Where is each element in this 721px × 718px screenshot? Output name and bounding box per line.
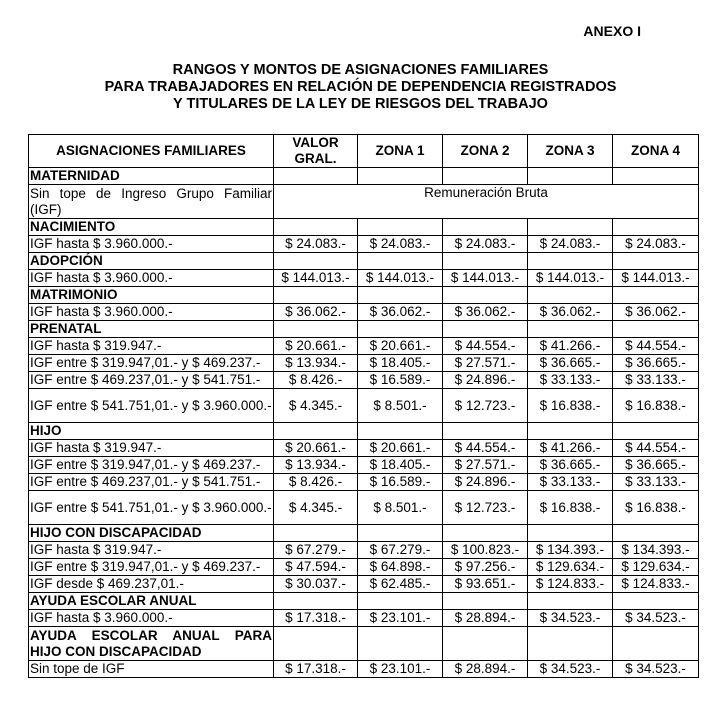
empty-cell (358, 321, 443, 338)
empty-cell (274, 423, 358, 440)
row-label: IGF hasta $ 3.960.000.- (29, 304, 274, 321)
value-zona-1: $ 67.279.- (358, 542, 443, 559)
value-zona-3: $ 41.266.- (528, 338, 613, 355)
value-zona-3: $ 41.266.- (528, 440, 613, 457)
row-label: IGF entre $ 541.751,01.- y $ 3.960.000.- (29, 491, 274, 525)
value-zona-1: $ 23.101.- (358, 661, 443, 678)
value-zona-4: $ 134.393.- (613, 542, 699, 559)
section-row (29, 253, 699, 270)
table-body (29, 168, 699, 678)
value-zona-1: $ 16.589.- (358, 372, 443, 389)
table-row (29, 661, 699, 678)
value-zona-4: $ 16.838.- (613, 389, 699, 423)
value-zona-1: $ 18.405.- (358, 355, 443, 372)
value-zona-4: $ 36.062.- (613, 304, 699, 321)
empty-cell (274, 168, 358, 185)
empty-cell (613, 627, 699, 661)
value-valor-gral: $ 30.037.- (274, 576, 358, 593)
section-heading: MATRIMONIO (29, 287, 274, 304)
value-valor-gral: $ 8.426.- (274, 474, 358, 491)
value-zona-4: $ 24.083.- (613, 236, 699, 253)
row-label: IGF entre $ 541.751,01.- y $ 3.960.000.- (29, 389, 274, 423)
value-zona-3: $ 34.523.- (528, 610, 613, 627)
empty-cell (358, 287, 443, 304)
value-zona-3: $ 144.013.- (528, 270, 613, 287)
empty-cell (613, 219, 699, 236)
value-zona-4: $ 34.523.- (613, 610, 699, 627)
empty-cell (528, 423, 613, 440)
value-zona-3: $ 33.133.- (528, 474, 613, 491)
value-zona-2: $ 100.823.- (443, 542, 528, 559)
value-valor-gral: $ 17.318.- (274, 610, 358, 627)
table-row (29, 474, 699, 491)
empty-cell (613, 423, 699, 440)
header-zona-2: ZONA 2 (443, 135, 528, 168)
value-zona-4: $ 124.833.- (613, 576, 699, 593)
table-row (29, 576, 699, 593)
value-zona-3: $ 129.634.- (528, 559, 613, 576)
value-zona-1: $ 23.101.- (358, 610, 443, 627)
value-valor-gral: $ 36.062.- (274, 304, 358, 321)
value-zona-4: $ 34.523.- (613, 661, 699, 678)
row-label: IGF hasta $ 319.947.- (29, 542, 274, 559)
table-row (29, 236, 699, 253)
empty-cell (443, 287, 528, 304)
empty-cell (443, 321, 528, 338)
value-valor-gral: $ 8.426.- (274, 372, 358, 389)
empty-cell (274, 287, 358, 304)
section-heading: PRENATAL (29, 321, 274, 338)
header-zona-4: ZONA 4 (613, 135, 699, 168)
table-row (29, 559, 699, 576)
empty-cell (443, 525, 528, 542)
row-label: IGF entre $ 319.947,01.- y $ 469.237.- (29, 355, 274, 372)
value-zona-1: $ 8.501.- (358, 491, 443, 525)
document-title (0, 62, 721, 113)
header-valor-line-2: GRAL. (294, 151, 337, 166)
empty-cell (443, 423, 528, 440)
value-valor-gral: $ 13.934.- (274, 355, 358, 372)
table-row (29, 389, 699, 423)
empty-cell (443, 219, 528, 236)
table-row (29, 304, 699, 321)
section-heading: HIJO CON DISCAPACIDAD (29, 525, 274, 542)
value-zona-3: $ 124.833.- (528, 576, 613, 593)
value-zona-2: $ 144.013.- (443, 270, 528, 287)
value-zona-1: $ 64.898.- (358, 559, 443, 576)
empty-cell (358, 423, 443, 440)
section-heading: HIJO (29, 423, 274, 440)
value-zona-1: $ 8.501.- (358, 389, 443, 423)
empty-cell (358, 219, 443, 236)
value-zona-2: $ 97.256.- (443, 559, 528, 576)
section-row (29, 168, 699, 185)
value-zona-4: $ 16.838.- (613, 491, 699, 525)
value-valor-gral: $ 47.594.- (274, 559, 358, 576)
section-heading: ADOPCIÓN (29, 253, 274, 270)
empty-cell (613, 593, 699, 610)
value-zona-2: $ 24.896.- (443, 372, 528, 389)
value-zona-2: $ 36.062.- (443, 304, 528, 321)
section-heading: NACIMIENTO (29, 219, 274, 236)
value-zona-3: $ 36.062.- (528, 304, 613, 321)
value-zona-2: $ 93.651.- (443, 576, 528, 593)
value-zona-2: $ 24.896.- (443, 474, 528, 491)
row-label: IGF hasta $ 3.960.000.- (29, 236, 274, 253)
value-zona-1: $ 62.485.- (358, 576, 443, 593)
value-valor-gral: $ 4.345.- (274, 389, 358, 423)
allowances-table (28, 134, 699, 678)
empty-cell (528, 168, 613, 185)
empty-cell (528, 627, 613, 661)
empty-cell (613, 321, 699, 338)
empty-cell (274, 525, 358, 542)
section-row (29, 593, 699, 610)
value-zona-4: $ 36.665.- (613, 457, 699, 474)
empty-cell (443, 593, 528, 610)
value-zona-3: $ 36.665.- (528, 355, 613, 372)
value-zona-4: $ 129.634.- (613, 559, 699, 576)
row-label: Sin tope de IGF (29, 661, 274, 678)
value-valor-gral: $ 24.083.- (274, 236, 358, 253)
section-row (29, 219, 699, 236)
section-heading: MATERNIDAD (29, 168, 274, 185)
value-valor-gral: $ 17.318.- (274, 661, 358, 678)
value-valor-gral: $ 20.661.- (274, 440, 358, 457)
table-row (29, 372, 699, 389)
table-row (29, 185, 699, 219)
value-zona-1: $ 24.083.- (358, 236, 443, 253)
empty-cell (358, 627, 443, 661)
value-valor-gral: $ 4.345.- (274, 491, 358, 525)
table-row (29, 610, 699, 627)
empty-cell (528, 525, 613, 542)
title-line-3: Y TITULARES DE LA LEY DE RIESGOS DEL TRABAJO (173, 96, 548, 112)
table-row (29, 457, 699, 474)
empty-cell (528, 287, 613, 304)
empty-cell (274, 253, 358, 270)
header-valor-line-1: VALOR (292, 135, 339, 150)
row-label: IGF hasta $ 3.960.000.- (29, 270, 274, 287)
value-zona-3: $ 24.083.- (528, 236, 613, 253)
header-zona-3: ZONA 3 (528, 135, 613, 168)
table-row (29, 355, 699, 372)
value-zona-4: $ 33.133.- (613, 474, 699, 491)
value-zona-3: $ 34.523.- (528, 661, 613, 678)
value-zona-4: $ 33.133.- (613, 372, 699, 389)
table-row (29, 338, 699, 355)
empty-cell (274, 627, 358, 661)
value-zona-1: $ 144.013.- (358, 270, 443, 287)
empty-cell (358, 525, 443, 542)
empty-cell (358, 168, 443, 185)
empty-cell (528, 219, 613, 236)
value-zona-2: $ 27.571.- (443, 457, 528, 474)
row-label: IGF desde $ 469.237,01.- (29, 576, 274, 593)
section-row (29, 627, 699, 661)
table-header-row (29, 135, 699, 168)
empty-cell (613, 168, 699, 185)
value-zona-1: $ 18.405.- (358, 457, 443, 474)
row-label: IGF hasta $ 319.947.- (29, 338, 274, 355)
value-valor-gral: $ 67.279.- (274, 542, 358, 559)
value-zona-1: $ 20.661.- (358, 440, 443, 457)
section-row (29, 525, 699, 542)
empty-cell (528, 593, 613, 610)
value-zona-3: $ 16.838.- (528, 491, 613, 525)
row-label: IGF entre $ 319.947,01.- y $ 469.237.- (29, 559, 274, 576)
remuneracion-bruta-cell: Remuneración Bruta (274, 185, 699, 219)
row-label: IGF entre $ 319.947,01.- y $ 469.237.- (29, 457, 274, 474)
row-label: Sin tope de Ingreso Grupo Familiar (IGF) (30, 185, 272, 217)
value-zona-4: $ 36.665.- (613, 355, 699, 372)
value-zona-2: $ 27.571.- (443, 355, 528, 372)
value-valor-gral: $ 13.934.- (274, 457, 358, 474)
value-zona-2: $ 44.554.- (443, 440, 528, 457)
value-zona-1: $ 16.589.- (358, 474, 443, 491)
section-heading: AYUDA ESCOLAR ANUAL (29, 593, 274, 610)
section-row (29, 423, 699, 440)
title-line-1: RANGOS Y MONTOS DE ASIGNACIONES FAMILIARES (172, 62, 549, 78)
value-zona-2: $ 28.894.- (443, 610, 528, 627)
empty-cell (613, 253, 699, 270)
section-row (29, 321, 699, 338)
value-valor-gral: $ 144.013.- (274, 270, 358, 287)
empty-cell (443, 168, 528, 185)
table-row (29, 542, 699, 559)
value-zona-3: $ 33.133.- (528, 372, 613, 389)
empty-cell (528, 253, 613, 270)
value-zona-4: $ 44.554.- (613, 440, 699, 457)
value-zona-1: $ 20.661.- (358, 338, 443, 355)
row-label: IGF entre $ 469.237,01.- y $ 541.751.- (29, 474, 274, 491)
value-zona-2: $ 24.083.- (443, 236, 528, 253)
empty-cell (358, 593, 443, 610)
empty-cell (443, 253, 528, 270)
empty-cell (613, 287, 699, 304)
section-heading: AYUDA ESCOLAR ANUAL PARA HIJO CON DISCAPACIDAD (30, 627, 272, 659)
header-valor-gral (274, 135, 358, 168)
value-zona-2: $ 44.554.- (443, 338, 528, 355)
empty-cell (274, 219, 358, 236)
value-zona-2: $ 12.723.- (443, 491, 528, 525)
section-row (29, 287, 699, 304)
row-label: IGF entre $ 469.237,01.- y $ 541.751.- (29, 372, 274, 389)
empty-cell (613, 525, 699, 542)
empty-cell (358, 253, 443, 270)
empty-cell (443, 627, 528, 661)
empty-cell (274, 593, 358, 610)
value-zona-4: $ 44.554.- (613, 338, 699, 355)
value-zona-3: $ 134.393.- (528, 542, 613, 559)
header-asignaciones: ASIGNACIONES FAMILIARES (29, 135, 274, 168)
value-zona-3: $ 36.665.- (528, 457, 613, 474)
value-valor-gral: $ 20.661.- (274, 338, 358, 355)
row-label: IGF hasta $ 3.960.000.- (29, 610, 274, 627)
table-row (29, 491, 699, 525)
annex-label: ANEXO I (583, 23, 641, 39)
header-zona-1: ZONA 1 (358, 135, 443, 168)
title-line-2: PARA TRABAJADORES EN RELACIÓN DE DEPENDENCIA REGISTRADOS (104, 79, 617, 95)
empty-cell (528, 321, 613, 338)
empty-cell (274, 321, 358, 338)
value-zona-1: $ 36.062.- (358, 304, 443, 321)
value-zona-2: $ 12.723.- (443, 389, 528, 423)
table-row (29, 440, 699, 457)
value-zona-2: $ 28.894.- (443, 661, 528, 678)
table-row (29, 270, 699, 287)
row-label: IGF hasta $ 319.947.- (29, 440, 274, 457)
value-zona-4: $ 144.013.- (613, 270, 699, 287)
value-zona-3: $ 16.838.- (528, 389, 613, 423)
